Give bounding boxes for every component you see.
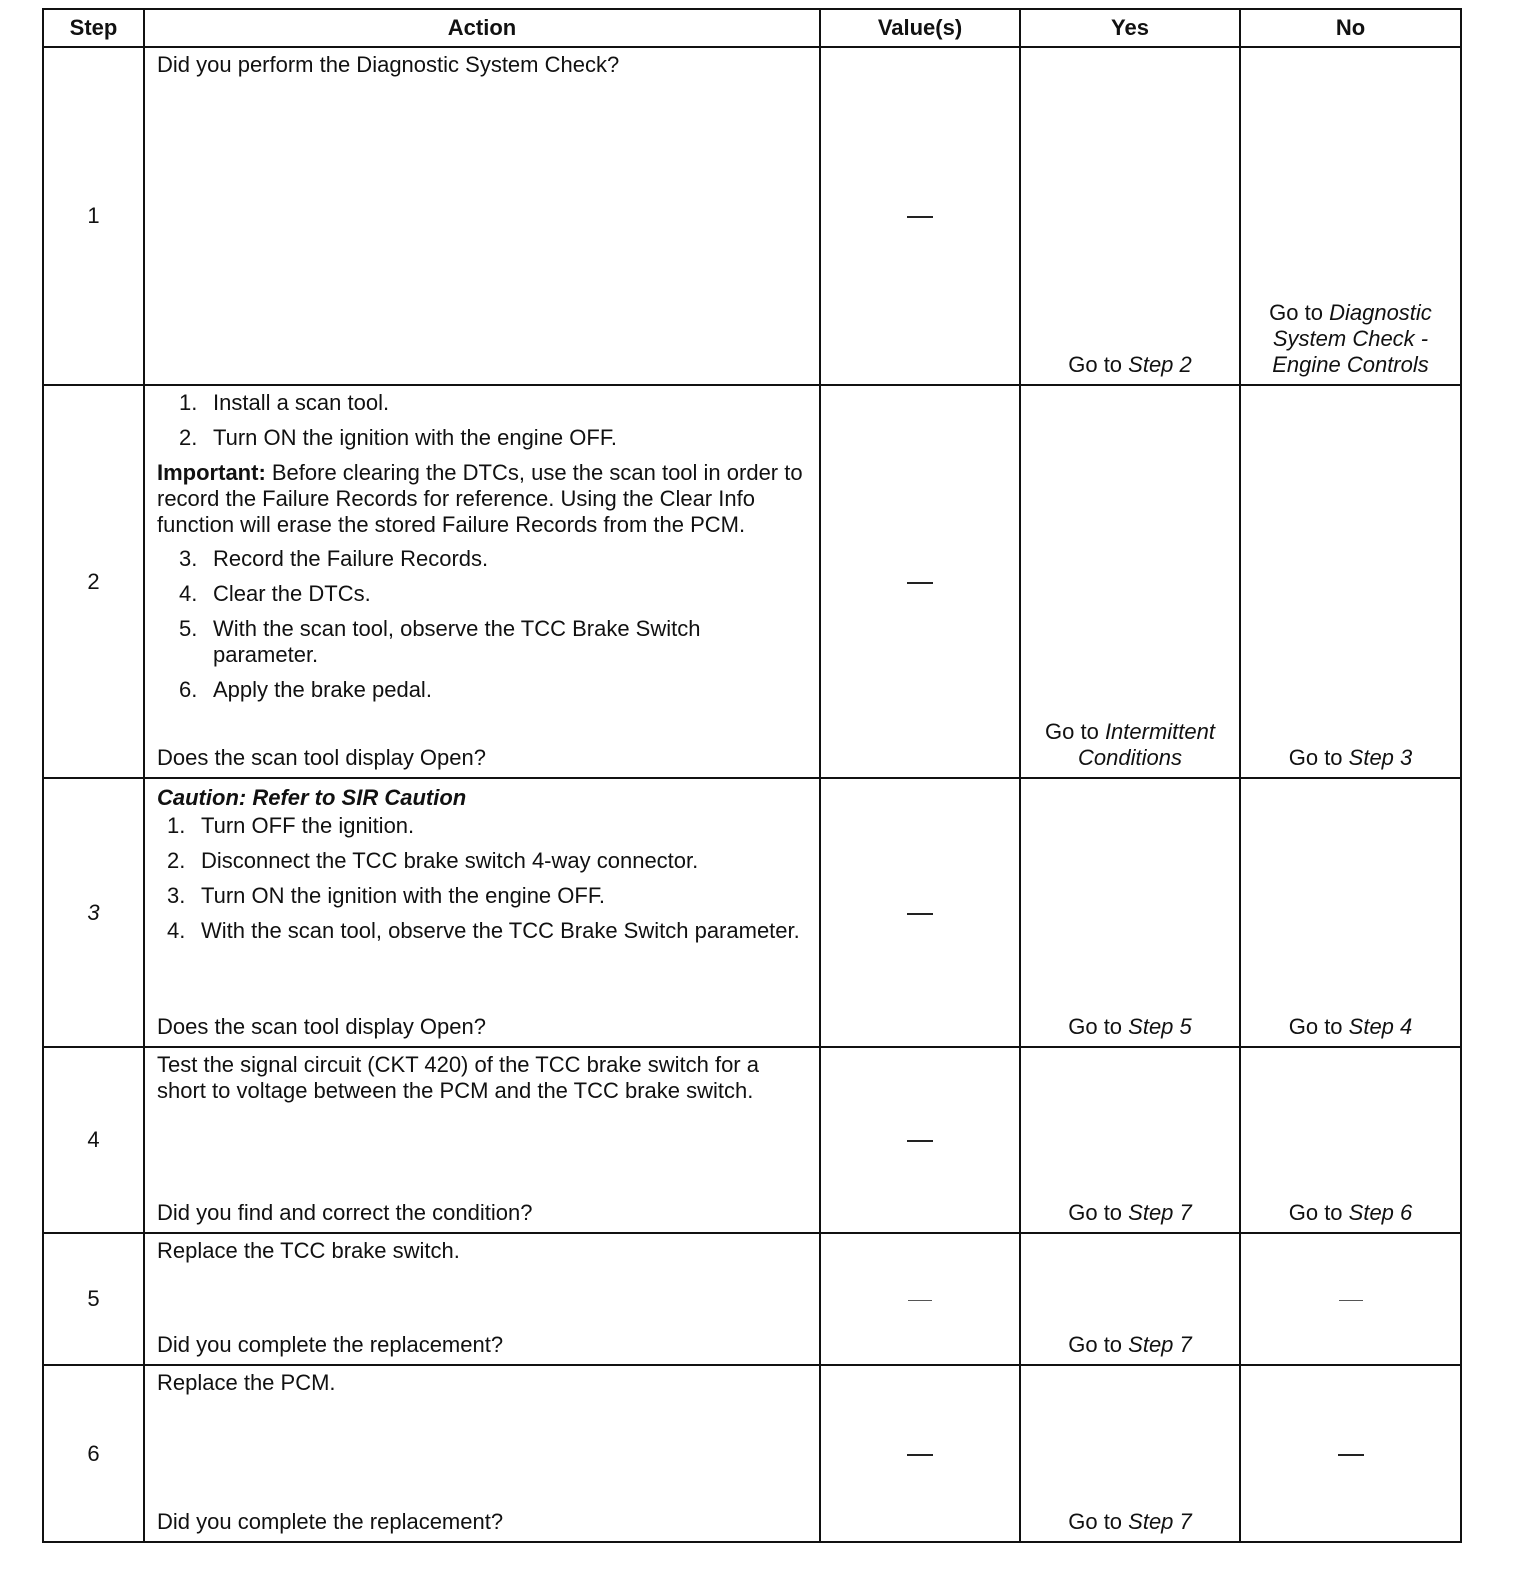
yes-link[interactable]: Go to Step 5 xyxy=(1068,1014,1192,1039)
yes-link[interactable]: Go to Intermittent Conditions xyxy=(1045,719,1215,770)
yes-cell xyxy=(1020,1233,1240,1365)
action-question: Did you find and correct the condition? xyxy=(157,1200,533,1225)
value-cell xyxy=(820,47,1020,385)
action-question: Did you complete the replacement? xyxy=(157,1509,504,1534)
value-cell xyxy=(820,385,1020,778)
header-step: Step xyxy=(43,9,144,47)
yes-cell xyxy=(1020,1047,1240,1233)
yes-link[interactable]: Go to Step 7 xyxy=(1068,1509,1192,1534)
action-cell xyxy=(144,1365,820,1542)
action-cell xyxy=(144,1233,820,1365)
no-cell xyxy=(1240,1233,1461,1365)
instruction-list xyxy=(157,546,809,703)
dash-mark xyxy=(1339,1300,1363,1301)
header-no: No xyxy=(1240,9,1461,47)
yes-link[interactable]: Go to Step 7 xyxy=(1068,1332,1192,1357)
value-cell xyxy=(820,1233,1020,1365)
no-cell xyxy=(1240,47,1461,385)
caution-note: Caution: Refer to SIR Caution xyxy=(157,785,467,810)
action-cell xyxy=(144,47,820,385)
yes-cell xyxy=(1020,778,1240,1047)
diagnostic-table xyxy=(42,8,1462,1543)
yes-cell xyxy=(1020,47,1240,385)
header-yes: Yes xyxy=(1020,9,1240,47)
instruction-item: 5. With the scan tool, observe the TCC Brake Switch parameter. xyxy=(179,616,701,667)
dash-mark xyxy=(907,216,933,218)
table-row-step-6 xyxy=(43,1365,1461,1542)
no-link[interactable]: Go to Step 4 xyxy=(1288,1014,1413,1039)
instruction-item: 6. Apply the brake pedal. xyxy=(179,677,432,702)
instruction-item: 4. With the scan tool, observe the TCC Brake Switch parameter. xyxy=(167,918,800,943)
step-number: 3 xyxy=(43,778,144,1047)
action-cell xyxy=(144,385,820,778)
instruction-item: 1. Turn OFF the ignition. xyxy=(167,813,415,838)
action-text: Test the signal circuit (CKT 420) of the TCC brake switch for a short to voltage between the PCM and the TCC brake switch. xyxy=(157,1052,759,1103)
action-cell xyxy=(144,778,820,1047)
yes-link[interactable]: Go to Step 2 xyxy=(1068,352,1192,377)
table-row-step-5 xyxy=(43,1233,1461,1365)
dash-mark xyxy=(907,1454,933,1456)
table-row-step-4 xyxy=(43,1047,1461,1233)
no-cell xyxy=(1240,778,1461,1047)
instruction-item: 2. Turn ON the ignition with the engine OFF. xyxy=(179,425,617,450)
instruction-list xyxy=(157,390,809,451)
table-row-step-1 xyxy=(43,47,1461,385)
dash-mark xyxy=(907,913,933,915)
step-number: 6 xyxy=(43,1365,144,1542)
dash-mark xyxy=(907,1140,933,1142)
yes-link[interactable]: Go to Step 7 xyxy=(1068,1200,1192,1225)
important-note: Important: Before clearing the DTCs, use the scan tool in order to record the Failure Records for reference. Using the Clear Info function will erase the stored Failure Records from the PCM. xyxy=(157,460,803,537)
value-cell xyxy=(820,1047,1020,1233)
no-cell xyxy=(1240,385,1461,778)
action-question: Does the scan tool display Open? xyxy=(157,1014,486,1039)
dash-mark xyxy=(1338,1454,1364,1456)
table-row-step-3 xyxy=(43,778,1461,1047)
header-action: Action xyxy=(144,9,820,47)
step-number: 2 xyxy=(43,385,144,778)
yes-cell xyxy=(1020,385,1240,778)
dash-mark xyxy=(908,1300,932,1301)
action-cell xyxy=(144,1047,820,1233)
instruction-item: 3. Record the Failure Records. xyxy=(179,546,489,571)
instruction-item: 3. Turn ON the ignition with the engine OFF. xyxy=(167,883,605,908)
instruction-item: 2. Disconnect the TCC brake switch 4-way connector. xyxy=(167,848,699,873)
action-question: Does the scan tool display Open? xyxy=(157,745,486,770)
dash-mark xyxy=(907,582,933,584)
action-text: Replace the PCM. xyxy=(157,1370,336,1395)
table-row-step-2 xyxy=(43,385,1461,778)
no-link[interactable]: Go to Step 6 xyxy=(1288,1200,1413,1225)
no-cell xyxy=(1240,1047,1461,1233)
no-cell xyxy=(1240,1365,1461,1542)
value-cell xyxy=(820,1365,1020,1542)
step-number: 1 xyxy=(43,47,144,385)
value-cell xyxy=(820,778,1020,1047)
header-values: Value(s) xyxy=(820,9,1020,47)
step-number: 5 xyxy=(43,1233,144,1365)
action-question: Did you perform the Diagnostic System Check? xyxy=(157,52,620,77)
no-link[interactable]: Go to Step 3 xyxy=(1288,745,1413,770)
instruction-list xyxy=(157,813,809,944)
step-number: 4 xyxy=(43,1047,144,1233)
no-link[interactable]: Go to Diagnostic System Check - Engine Controls xyxy=(1269,300,1432,377)
action-question: Did you complete the replacement? xyxy=(157,1332,504,1357)
instruction-item: 1. Install a scan tool. xyxy=(179,390,390,415)
yes-cell xyxy=(1020,1365,1240,1542)
header-row xyxy=(43,9,1461,47)
action-text: Replace the TCC brake switch. xyxy=(157,1238,460,1263)
instruction-item: 4. Clear the DTCs. xyxy=(179,581,371,606)
